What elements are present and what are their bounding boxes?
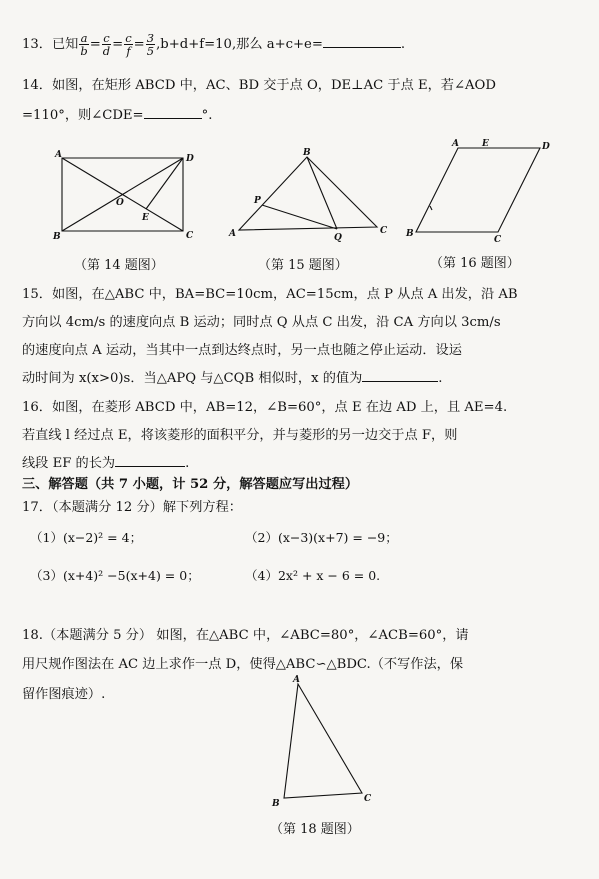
fig16-label-d: D xyxy=(542,142,550,152)
fig14-label-d: D xyxy=(186,154,194,164)
q16-line1: 16．如图，在菱形 ABCD 中，AB=12，∠B=60°，点 E 在边 AD 上，且 AE=4. xyxy=(22,400,508,415)
fig16-label-a: A xyxy=(452,139,459,149)
q16-line3-end: . xyxy=(185,456,190,471)
fig15-label-a: A xyxy=(229,229,236,239)
fig15-segment-pq xyxy=(262,205,337,229)
figure-16 xyxy=(400,138,560,242)
q13-end: . xyxy=(400,37,406,52)
fig15-label-b: B xyxy=(303,148,311,158)
q13-frac1-den: b xyxy=(80,44,88,58)
fig14-caption: （第 14 题图） xyxy=(74,258,164,273)
fig14-label-a: A xyxy=(55,150,62,160)
q16-line3 xyxy=(22,452,189,471)
q13-frac4-den: 5 xyxy=(146,44,155,58)
fig14-segment-de xyxy=(146,158,183,209)
fig16-label-c: C xyxy=(494,235,502,242)
fig15-caption: （第 15 题图） xyxy=(258,258,348,273)
fig18-caption: （第 18 题图） xyxy=(270,822,360,837)
fig14-label-b: B xyxy=(53,232,61,240)
q13-frac-e-f xyxy=(124,32,132,57)
fig14-label-c: C xyxy=(186,231,194,240)
q15-answer-blank xyxy=(362,369,438,382)
q18-line3: 留作图痕迹）. xyxy=(22,687,106,702)
fig16-label-e: E xyxy=(482,139,489,149)
q13-frac-a-b xyxy=(79,32,88,57)
fig16-caption: （第 16 题图） xyxy=(430,256,520,271)
q13-answer-blank xyxy=(323,35,401,48)
fig16-rhombus xyxy=(416,148,540,232)
q17-title: 17．（本题满分 12 分）解下列方程： xyxy=(22,500,242,515)
q13-frac4-num: 3 xyxy=(146,31,155,45)
q17-eq3: （3）(x+4)² −5(x+4) = 0； xyxy=(30,568,200,583)
fig18-triangle xyxy=(284,684,362,798)
q15-line4-text: 动时间为 x(x>0)s．当△APQ 与△CQB 相似时，x 的值为 xyxy=(22,371,363,386)
figure-15 xyxy=(225,145,395,245)
q14-line2-text: =110°，则∠CDE= xyxy=(22,108,144,123)
fig18-label-a: A xyxy=(293,675,300,685)
q18-line2: 用尺规作图法在 AC 边上求作一点 D，使得△ABC∽△BDC.（不写作法，保 xyxy=(22,657,464,672)
q13-frac-3-5 xyxy=(146,32,155,57)
q14-line1: 14．如图，在矩形 ABCD 中，AC、BD 交于点 O，DE⊥AC 于点 E，若∠AOD xyxy=(22,78,496,93)
section3-heading: 三、解答题（共 7 小题，计 52 分，解答题应写出过程） xyxy=(22,477,359,492)
q14-answer-blank xyxy=(144,106,202,119)
q13-rest: ,b+d+f=10,那么 a+c+e= xyxy=(156,37,323,52)
q15-line1: 15．如图，在△ABC 中，BA=BC=10cm，AC=15cm，点 P 从点 A 出发，沿 AB xyxy=(22,287,518,302)
q17-eq2: （2）(x−3)(x+7) = −9； xyxy=(245,530,398,545)
q17-eq1: （1）(x−2)² = 4； xyxy=(30,530,143,545)
q16-answer-blank xyxy=(115,454,185,467)
fig18-label-b: B xyxy=(272,799,280,809)
fig15-label-q: Q xyxy=(334,233,342,243)
figure-14 xyxy=(50,148,200,240)
q15-line2: 方向以 4cm/s 的速度向点 B 运动；同时点 Q 从点 C 出发，沿 CA 方向以 3cm/s xyxy=(22,315,501,330)
fig14-label-o: O xyxy=(116,198,124,208)
fig15-label-c: C xyxy=(380,226,388,236)
q13-frac3-num: c xyxy=(125,31,132,45)
q16-line2: 若直线 l 经过点 E，将该菱形的面积平分，并与菱形的另一边交于点 F，则 xyxy=(22,428,458,443)
fig16-line-mark xyxy=(430,206,432,210)
fig18-label-c: C xyxy=(364,794,372,804)
fig15-label-p: P xyxy=(254,196,261,206)
fig15-triangle xyxy=(239,157,377,230)
q13-frac1-num: a xyxy=(80,31,88,45)
q18-line1: 18.（本题满分 5 分） 如图，在△ABC 中，∠ABC=80°，∠ACB=60°，请 xyxy=(22,628,469,643)
q14-line2 xyxy=(22,104,212,123)
q15-line3: 的速度向点 A 运动，当其中一点到达终点时，另一点也随之停止运动．设运 xyxy=(22,343,462,358)
fig14-label-e: E xyxy=(142,213,149,223)
q13-frac3-den: f xyxy=(126,44,131,58)
q17-eq4: （4）2x² + x − 6 = 0. xyxy=(245,568,381,583)
fig16-label-b: B xyxy=(406,229,414,239)
q16-line3-text: 线段 EF 的长为 xyxy=(22,456,116,471)
q15-line4 xyxy=(22,367,443,386)
q13-line: 13．已知 $\frac{a}{b}$ = $\frac{c}{d}$ = $\frac{c}{f}$ = $\frac{3}{5}$ ,b+d+f=10,那么 a+c+e= . xyxy=(22,31,406,58)
q13-prefix: 13．已知 xyxy=(22,37,79,52)
q14-line2-end: °. xyxy=(201,108,213,123)
q15-line4-end: . xyxy=(438,371,443,386)
figure-18 xyxy=(268,674,378,812)
fig15-segment-bq xyxy=(307,157,337,229)
q13-frac2-den: d xyxy=(102,44,111,58)
q13-frac-c-d xyxy=(102,32,111,57)
q13-frac2-num: c xyxy=(103,31,110,45)
